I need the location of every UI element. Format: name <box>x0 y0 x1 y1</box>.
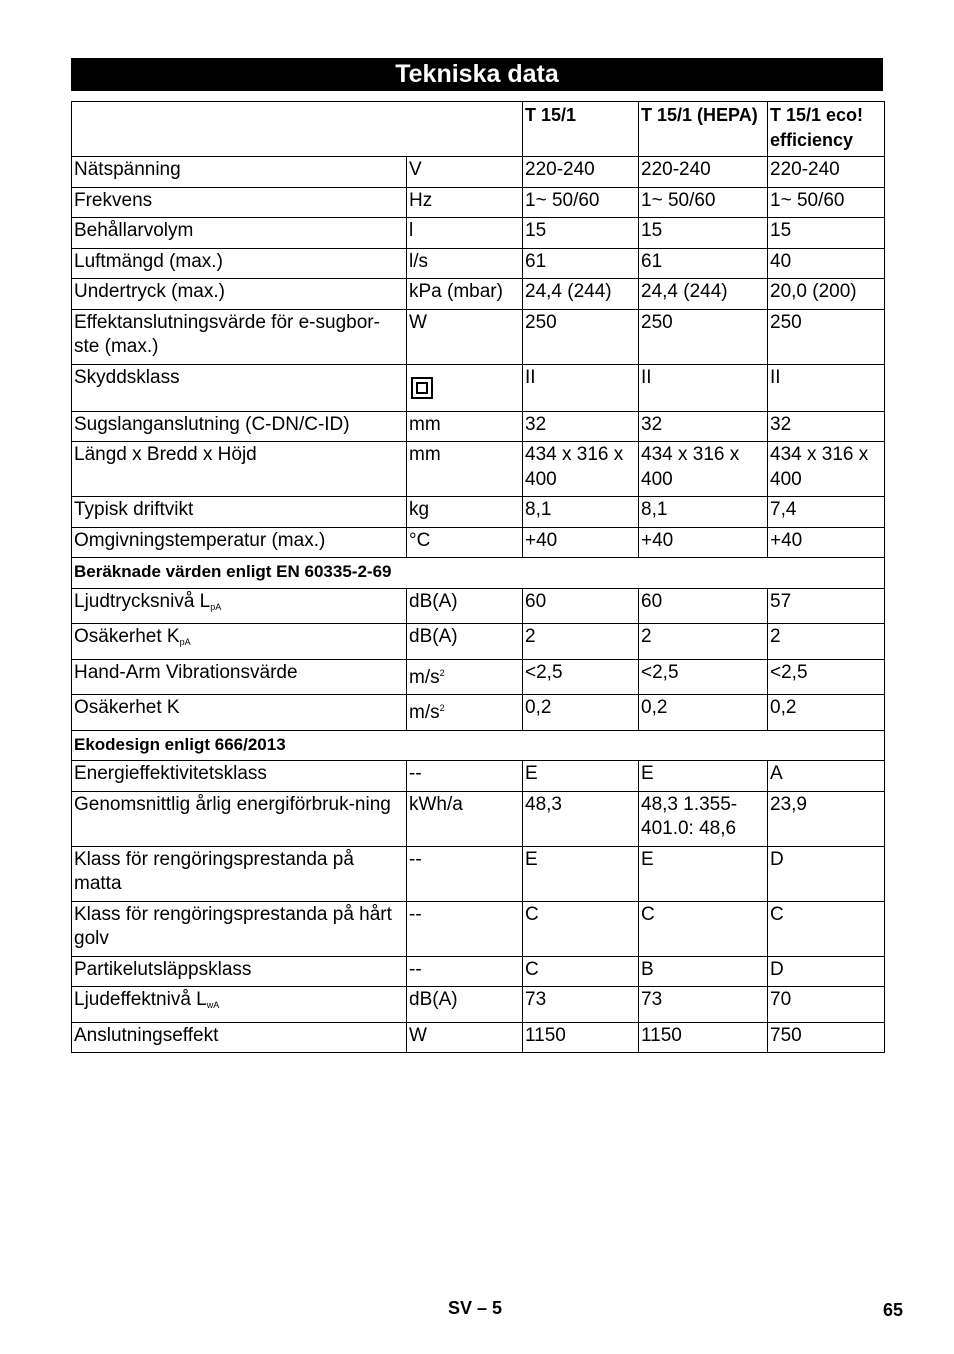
row-unit: -- <box>407 901 523 956</box>
row-value: +40 <box>639 527 768 558</box>
row-unit <box>407 695 523 731</box>
row-value: <2,5 <box>523 659 639 695</box>
row-label: Sugslanganslutning (C-DN/C-ID) <box>72 411 407 442</box>
row-value: <2,5 <box>639 659 768 695</box>
row-value: 0,2 <box>639 695 768 731</box>
row-value: II <box>639 364 768 411</box>
row-unit: -- <box>407 956 523 987</box>
row-value: 250 <box>639 309 768 364</box>
row-label: Anslutningseffekt <box>72 1022 407 1053</box>
row-value: II <box>768 364 885 411</box>
row-value: E <box>639 761 768 792</box>
table-row <box>72 901 885 956</box>
column-header-t15-1-hepa: T 15/1 (HEPA) <box>639 102 768 157</box>
row-value: 32 <box>639 411 768 442</box>
row-label: Partikelutsläppsklass <box>72 956 407 987</box>
table-row <box>72 588 885 624</box>
column-header-t15-1-eco: T 15/1 eco! efficiency <box>768 102 885 157</box>
row-value: 0,2 <box>768 695 885 731</box>
row-label: Typisk driftvikt <box>72 497 407 528</box>
table-header-row <box>72 102 885 157</box>
table-row <box>72 956 885 987</box>
row-unit: W <box>407 1022 523 1053</box>
protection-class-ii-icon <box>411 377 433 399</box>
row-unit: Hz <box>407 187 523 218</box>
row-label: Frekvens <box>72 187 407 218</box>
row-label-subscript: pA <box>179 637 191 647</box>
row-unit-text: m/s <box>409 666 440 688</box>
table-row <box>72 1022 885 1053</box>
row-unit: V <box>407 157 523 188</box>
row-value: +40 <box>768 527 885 558</box>
row-value: 1~ 50/60 <box>768 187 885 218</box>
row-value: 15 <box>768 218 885 249</box>
row-value: 48,3 1.355-401.0: 48,6 <box>639 791 768 846</box>
row-label <box>72 624 407 660</box>
footer-section-marker: SV – 5 <box>448 1298 503 1318</box>
section-heading: Beräknade värden enligt EN 60335-2-69 <box>72 558 885 589</box>
row-value: 60 <box>523 588 639 624</box>
row-value: 61 <box>639 248 768 279</box>
row-value: D <box>768 956 885 987</box>
column-header-t15-1: T 15/1 <box>523 102 639 157</box>
row-value: 2 <box>523 624 639 660</box>
row-label <box>72 588 407 624</box>
row-value: 434 x 316 x 400 <box>639 442 768 497</box>
row-value: 40 <box>768 248 885 279</box>
row-label-text: Ljudtrycksnivå L <box>74 590 211 612</box>
row-unit: kPa (mbar) <box>407 279 523 310</box>
row-label: Energieffektivitetsklass <box>72 761 407 792</box>
table-row <box>72 187 885 218</box>
row-label: Nätspänning <box>72 157 407 188</box>
row-label: Hand-Arm Vibrationsvärde <box>72 659 407 695</box>
header-empty-cell <box>72 102 523 157</box>
table-row <box>72 442 885 497</box>
row-value: 70 <box>768 987 885 1023</box>
row-label: Klass för rengöringsprestanda på matta <box>72 846 407 901</box>
row-value: 20,0 (200) <box>768 279 885 310</box>
table-row <box>72 987 885 1023</box>
row-value: E <box>523 846 639 901</box>
row-unit: l/s <box>407 248 523 279</box>
section-heading-row <box>72 730 885 761</box>
row-value: C <box>639 901 768 956</box>
row-value: 0,2 <box>523 695 639 731</box>
row-label: Behållarvolym <box>72 218 407 249</box>
row-value: 32 <box>768 411 885 442</box>
row-label-text: Osäkerhet K <box>74 626 180 647</box>
row-value: 24,4 (244) <box>523 279 639 310</box>
row-value: 15 <box>639 218 768 249</box>
row-value: C <box>523 901 639 956</box>
row-value: D <box>768 846 885 901</box>
table-row <box>72 497 885 528</box>
table-row <box>72 659 885 695</box>
section-heading: Ekodesign enligt 666/2013 <box>72 730 885 761</box>
row-unit-text: m/s <box>409 702 440 723</box>
row-unit: -- <box>407 761 523 792</box>
row-label: Omgivningstemperatur (max.) <box>72 527 407 558</box>
table-row <box>72 364 885 411</box>
row-value: E <box>523 761 639 792</box>
page-title: Tekniska data <box>71 58 883 91</box>
row-value: +40 <box>523 527 639 558</box>
row-label: Osäkerhet K <box>72 695 407 731</box>
row-label <box>72 987 407 1023</box>
row-value: II <box>523 364 639 411</box>
row-label-subscript: pA <box>210 601 222 612</box>
row-value: 60 <box>639 588 768 624</box>
technical-data-table <box>71 101 885 1053</box>
row-unit: kWh/a <box>407 791 523 846</box>
row-value: 2 <box>639 624 768 660</box>
row-label: Undertryck (max.) <box>72 279 407 310</box>
row-label: Effektanslutningsvärde för e-sugbor-ste (max.) <box>72 309 407 364</box>
section-heading-row <box>72 558 885 589</box>
row-unit: °C <box>407 527 523 558</box>
row-value: C <box>768 901 885 956</box>
row-value: C <box>523 956 639 987</box>
row-value: 15 <box>523 218 639 249</box>
table-row <box>72 157 885 188</box>
row-label: Klass för rengöringsprestanda på hårt golv <box>72 901 407 956</box>
row-label: Genomsnittlig årlig energiförbruk-ning <box>72 791 407 846</box>
table-row <box>72 761 885 792</box>
row-value: 23,9 <box>768 791 885 846</box>
table-row <box>72 791 885 846</box>
row-value: 57 <box>768 588 885 624</box>
row-unit: mm <box>407 442 523 497</box>
row-value: 1~ 50/60 <box>523 187 639 218</box>
row-unit-superscript: 2 <box>439 703 445 713</box>
table-row <box>72 624 885 660</box>
row-unit: W <box>407 309 523 364</box>
table-row <box>72 309 885 364</box>
row-unit <box>407 659 523 695</box>
row-value: 434 x 316 x 400 <box>768 442 885 497</box>
row-value: 1150 <box>639 1022 768 1053</box>
row-label: Längd x Bredd x Höjd <box>72 442 407 497</box>
row-value: 8,1 <box>523 497 639 528</box>
row-value: 434 x 316 x 400 <box>523 442 639 497</box>
row-value: 73 <box>523 987 639 1023</box>
table-row <box>72 248 885 279</box>
table-row <box>72 411 885 442</box>
row-unit-superscript: 2 <box>439 667 445 678</box>
row-unit: dB(A) <box>407 624 523 660</box>
row-unit <box>407 364 523 411</box>
row-unit: dB(A) <box>407 987 523 1023</box>
row-value: E <box>639 846 768 901</box>
table-row <box>72 695 885 731</box>
table-row <box>72 279 885 310</box>
row-label: Luftmängd (max.) <box>72 248 407 279</box>
row-value: 750 <box>768 1022 885 1053</box>
row-unit: mm <box>407 411 523 442</box>
row-value: B <box>639 956 768 987</box>
row-unit: kg <box>407 497 523 528</box>
table-row <box>72 846 885 901</box>
row-unit: -- <box>407 846 523 901</box>
row-label: Skyddsklass <box>72 364 407 411</box>
row-value: <2,5 <box>768 659 885 695</box>
row-value: 250 <box>523 309 639 364</box>
row-label-subscript: wA <box>206 1000 220 1010</box>
row-value: 32 <box>523 411 639 442</box>
row-value: 61 <box>523 248 639 279</box>
row-value: 8,1 <box>639 497 768 528</box>
row-value: 220-240 <box>639 157 768 188</box>
table-row <box>72 527 885 558</box>
row-value: 24,4 (244) <box>639 279 768 310</box>
row-value: 48,3 <box>523 791 639 846</box>
row-value: 220-240 <box>768 157 885 188</box>
footer-page-number: 65 <box>883 1300 904 1320</box>
row-value: A <box>768 761 885 792</box>
row-value: 250 <box>768 309 885 364</box>
table-row <box>72 218 885 249</box>
row-value: 73 <box>639 987 768 1023</box>
row-value: 1150 <box>523 1022 639 1053</box>
row-unit: dB(A) <box>407 588 523 624</box>
row-value: 2 <box>768 624 885 660</box>
row-label-text: Ljudeffektnivå L <box>74 989 207 1010</box>
row-unit: l <box>407 218 523 249</box>
row-value: 1~ 50/60 <box>639 187 768 218</box>
row-value: 7,4 <box>768 497 885 528</box>
row-value: 220-240 <box>523 157 639 188</box>
